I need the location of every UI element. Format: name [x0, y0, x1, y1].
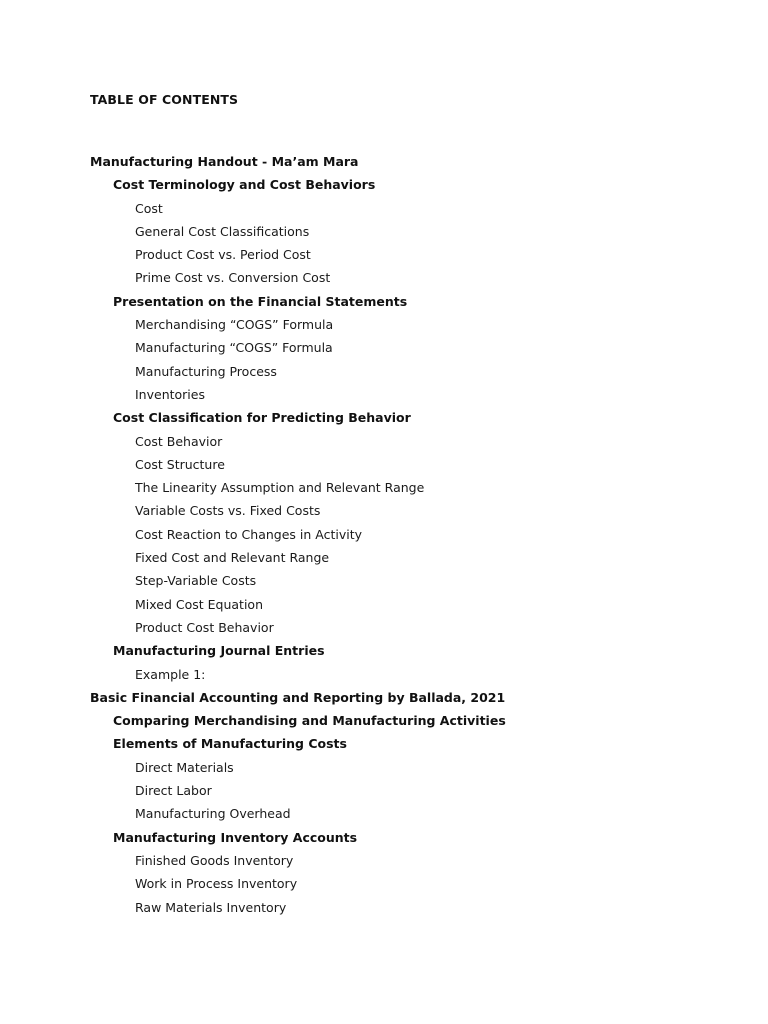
toc-entry-level-3[interactable]: Manufacturing “COGS” Formula: [135, 340, 333, 356]
toc-entry-level-2[interactable]: Presentation on the Financial Statements: [113, 293, 408, 309]
toc-entry-level-3[interactable]: Fixed Cost and Relevant Range: [135, 550, 330, 566]
toc-entry-level-1[interactable]: Basic Financial Accounting and Reporting by Ballada, 2021: [90, 689, 506, 705]
toc-entry-level-3[interactable]: Variable Costs vs. Fixed Costs: [135, 503, 321, 519]
toc-entry-level-3[interactable]: Finished Goods Inventory: [135, 852, 294, 868]
toc-entry-level-3[interactable]: Direct Labor: [135, 783, 212, 799]
toc-entry-level-3[interactable]: Step-Variable Costs: [135, 573, 257, 589]
toc-entry-level-3[interactable]: Product Cost Behavior: [135, 619, 274, 635]
toc-entry-level-2[interactable]: Cost Terminology and Cost Behaviors: [113, 177, 376, 193]
toc-entry-level-3[interactable]: Example 1:: [135, 666, 206, 682]
toc-entry-level-3[interactable]: Prime Cost vs. Conversion Cost: [135, 270, 331, 286]
toc-entry-level-2[interactable]: Manufacturing Journal Entries: [113, 643, 325, 659]
toc-entry-level-3[interactable]: General Cost Classifications: [135, 223, 310, 239]
toc-entry-level-2[interactable]: Manufacturing Inventory Accounts: [113, 829, 358, 845]
toc-entry-level-3[interactable]: Manufacturing Process: [135, 363, 277, 379]
toc-entry-level-3[interactable]: Cost: [135, 200, 163, 216]
toc-entry-level-2[interactable]: Elements of Manufacturing Costs: [113, 736, 347, 752]
toc-entry-level-3[interactable]: Direct Materials: [135, 759, 234, 775]
toc-entry-level-3[interactable]: Raw Materials Inventory: [135, 899, 287, 915]
toc-entry-level-3[interactable]: Inventories: [135, 386, 205, 402]
toc-heading: TABLE OF CONTENTS: [90, 92, 239, 107]
toc-entry-level-2[interactable]: Comparing Merchandising and Manufacturing Activities: [113, 713, 506, 729]
toc-entry-level-3[interactable]: Manufacturing Overhead: [135, 806, 291, 822]
toc-entry-level-3[interactable]: Cost Behavior: [135, 433, 223, 449]
toc-entry-level-3[interactable]: Cost Reaction to Changes in Activity: [135, 526, 363, 542]
toc-entry-level-3[interactable]: Mixed Cost Equation: [135, 596, 263, 612]
toc-entry-level-3[interactable]: Merchandising “COGS” Formula: [135, 317, 334, 333]
toc-list: [90, 150, 506, 919]
toc-entry-level-2[interactable]: Cost Classification for Predicting Behavior: [113, 410, 411, 426]
toc-entry-level-1[interactable]: Manufacturing Handout - Ma’am Mara: [90, 154, 359, 169]
toc-entry-level-3[interactable]: Work in Process Inventory: [135, 876, 298, 892]
toc-entry-level-3[interactable]: Product Cost vs. Period Cost: [135, 247, 311, 263]
toc-entry-level-3[interactable]: Cost Structure: [135, 456, 225, 472]
toc-entry-level-3[interactable]: The Linearity Assumption and Relevant Range: [135, 480, 425, 496]
